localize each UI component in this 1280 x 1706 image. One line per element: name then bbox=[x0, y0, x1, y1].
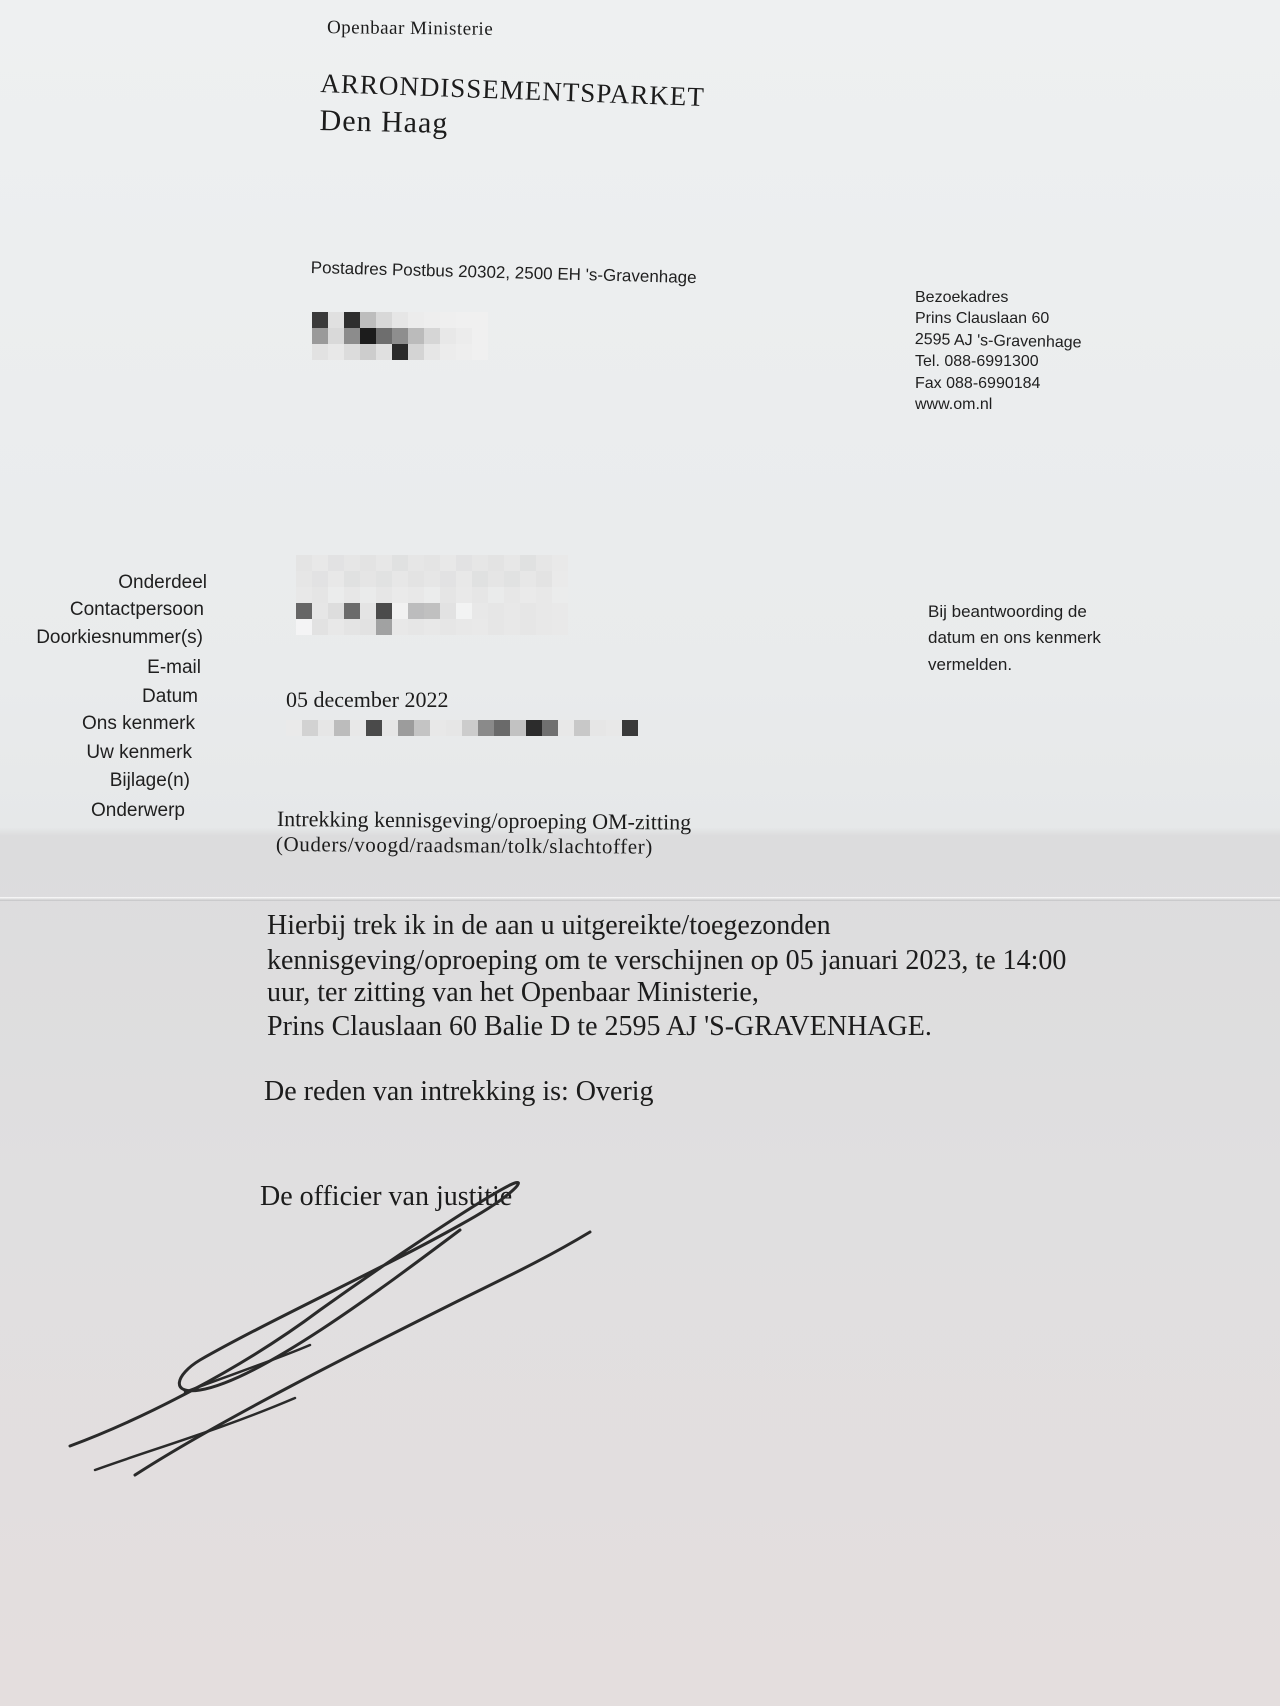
office-location: Den Haag bbox=[319, 104, 449, 140]
label-onderwerp: Onderwerp bbox=[91, 800, 185, 821]
office-title: ARRONDISSEMENTSPARKET bbox=[319, 68, 706, 113]
visit-website: www.om.nl bbox=[915, 396, 993, 413]
withdrawal-reason: De reden van intrekking is: Overig bbox=[264, 1076, 654, 1107]
redacted-contact-details bbox=[296, 555, 568, 635]
signatory-title: De officier van justitie bbox=[260, 1181, 513, 1212]
postal-address: Postadres Postbus 20302, 2500 EH 's-Gravenhage bbox=[310, 258, 697, 288]
subject-line: Intrekking kennisgeving/oproeping OM-zitting bbox=[276, 806, 692, 835]
organisation-name: Openbaar Ministerie bbox=[326, 17, 494, 40]
visit-phone: Tel. 088-6991300 bbox=[915, 353, 1039, 370]
letter-date: 05 december 2022 bbox=[286, 687, 449, 712]
body-line-3: uur, ter zitting van het Openbaar Ministerie, bbox=[267, 977, 759, 1008]
label-contactpersoon: Contactpersoon bbox=[69, 599, 204, 620]
body-line-4: Prins Clauslaan 60 Balie D te 2595 AJ 'S-GRAVENHAGE. bbox=[267, 1011, 932, 1042]
visit-address-heading: Bezoekadres bbox=[915, 289, 1009, 306]
label-doorkiesnummers: Doorkiesnummer(s) bbox=[36, 627, 203, 648]
subject-parties: (Ouders/voogd/raadsman/tolk/slachtoffer) bbox=[275, 832, 654, 859]
visit-address-street: Prins Clauslaan 60 bbox=[915, 310, 1050, 327]
label-onderdeel: Onderdeel bbox=[118, 572, 207, 593]
label-ons-kenmerk: Ons kenmerk bbox=[82, 713, 195, 734]
visit-address-city: 2595 AJ 's-Gravenhage bbox=[914, 331, 1082, 352]
label-datum: Datum bbox=[142, 686, 198, 707]
label-uw-kenmerk: Uw kenmerk bbox=[86, 742, 192, 763]
label-email: E-mail bbox=[147, 657, 201, 678]
handwritten-signature bbox=[60, 1170, 600, 1490]
reply-note-line-2: datum en ons kenmerk bbox=[928, 628, 1101, 647]
body-line-1: Hierbij trek ik in de aan u uitgereikte/toegezonden bbox=[267, 910, 831, 941]
visit-fax: Fax 088-6990184 bbox=[915, 375, 1041, 392]
redacted-recipient-address bbox=[312, 312, 488, 360]
reply-note-line-3: vermelden. bbox=[928, 655, 1013, 674]
reply-note-line-1: Bij beantwoording de bbox=[928, 602, 1087, 621]
body-line-2: kennisgeving/oproeping om te verschijnen op 05 januari 2023, te 14:00 bbox=[267, 945, 1067, 976]
paper-fold-line bbox=[0, 897, 1280, 901]
redacted-reference bbox=[286, 720, 638, 736]
label-bijlagen: Bijlage(n) bbox=[109, 770, 190, 791]
